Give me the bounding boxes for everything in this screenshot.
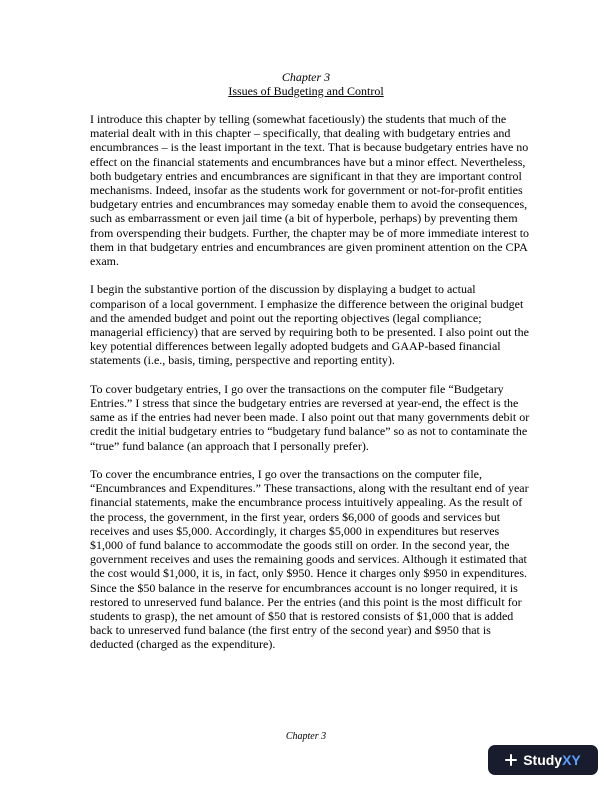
page-footer: Chapter 3 xyxy=(285,731,327,742)
logo-text-accent: XY xyxy=(562,752,581,768)
document-body xyxy=(90,112,530,666)
studyxy-logo xyxy=(488,745,598,775)
chapter-label: Chapter 3 xyxy=(281,70,331,84)
page-header xyxy=(0,70,612,98)
logo-text xyxy=(523,752,581,768)
paragraph-encumbrances: To cover the encumbrance entries, I go over the transactions on the computer file, “Encumbrances and Expenditures.” These transactions, along with the resultant end of year financial statements, make the encumbrance process intuitively appealing. As the result of the process, the government, in the first year, orders $6,000 of goods and services but receives and uses $5,000. Accordingly, it charges $5,000 in expenditures but reserves $1,000 of fund balance to accommodate the goods still on order. In the second year, the government receives and uses the remaining goods and services. Although it estimated that the cost would $1,000, it is, in fact, only $950. Hence it charges only $950 in expenditures. Since the $50 balance in the reserve for encumbrances account is no longer required, it is restored to unreserved fund balance. Per the entries (and this point is the most difficult for students to grasp), the net amount of $50 that is restored consists of $1,000 that is added back to unreserved fund balance (the first entry of the second year) and $950 that is deducted (charged as the expenditure). xyxy=(90,467,529,652)
chapter-title: Issues of Budgeting and Control xyxy=(228,84,384,98)
paragraph-budgetary-entries: To cover budgetary entries, I go over the transactions on the computer file “Budgetary Entries.” I stress that since the budgetary entries are reversed at year-end, the effect is the same as if the entries had never been made. I also point out that many governments debit or credit the initial budgetary entries to “budgetary fund balance” so as not to contaminate the “true” fund balance (an approach that I personally prefer). xyxy=(90,381,530,453)
logo-text-main: Study xyxy=(523,752,563,768)
paragraph-budget-comparison: I begin the substantive portion of the discussion by displaying a budget to actual comparison of a local government. I emphasize the difference between the original budget and the amended budget and point out the reporting objectives (legal compliance; managerial efficiency) that are served by requiring both to be presented. I also point out the key potential differences between legally adopted budgets and GAAP-based financial statements (i.e., basis, timing, perspective and reporting entity). xyxy=(90,282,529,368)
paragraph-intro: I introduce this chapter by telling (somewhat facetiously) the students that much of the material dealt with in this chapter – specifically, that dealing with budgetary entries and encumbrances – is the least important in the text. That is because budgetary entries have no effect on the financial statements and encumbrances have but a minor effect. Nevertheless, both budgetary entries and encumbrances are significant in that they are important control mechanisms. Indeed, insofar as the students work for government or not-for-profit entities budgetary entries and encumbrances may someday enable them to avoid the consequences, such as embarrassment or even jail time (a bit of hyperbole, perhaps) by preventing them from overspending their budgets. Further, the chapter may be of more immediate interest to them in that budgetary entries and encumbrances are given prominent attention on the CPA exam. xyxy=(90,112,530,269)
plus-icon xyxy=(505,754,517,766)
